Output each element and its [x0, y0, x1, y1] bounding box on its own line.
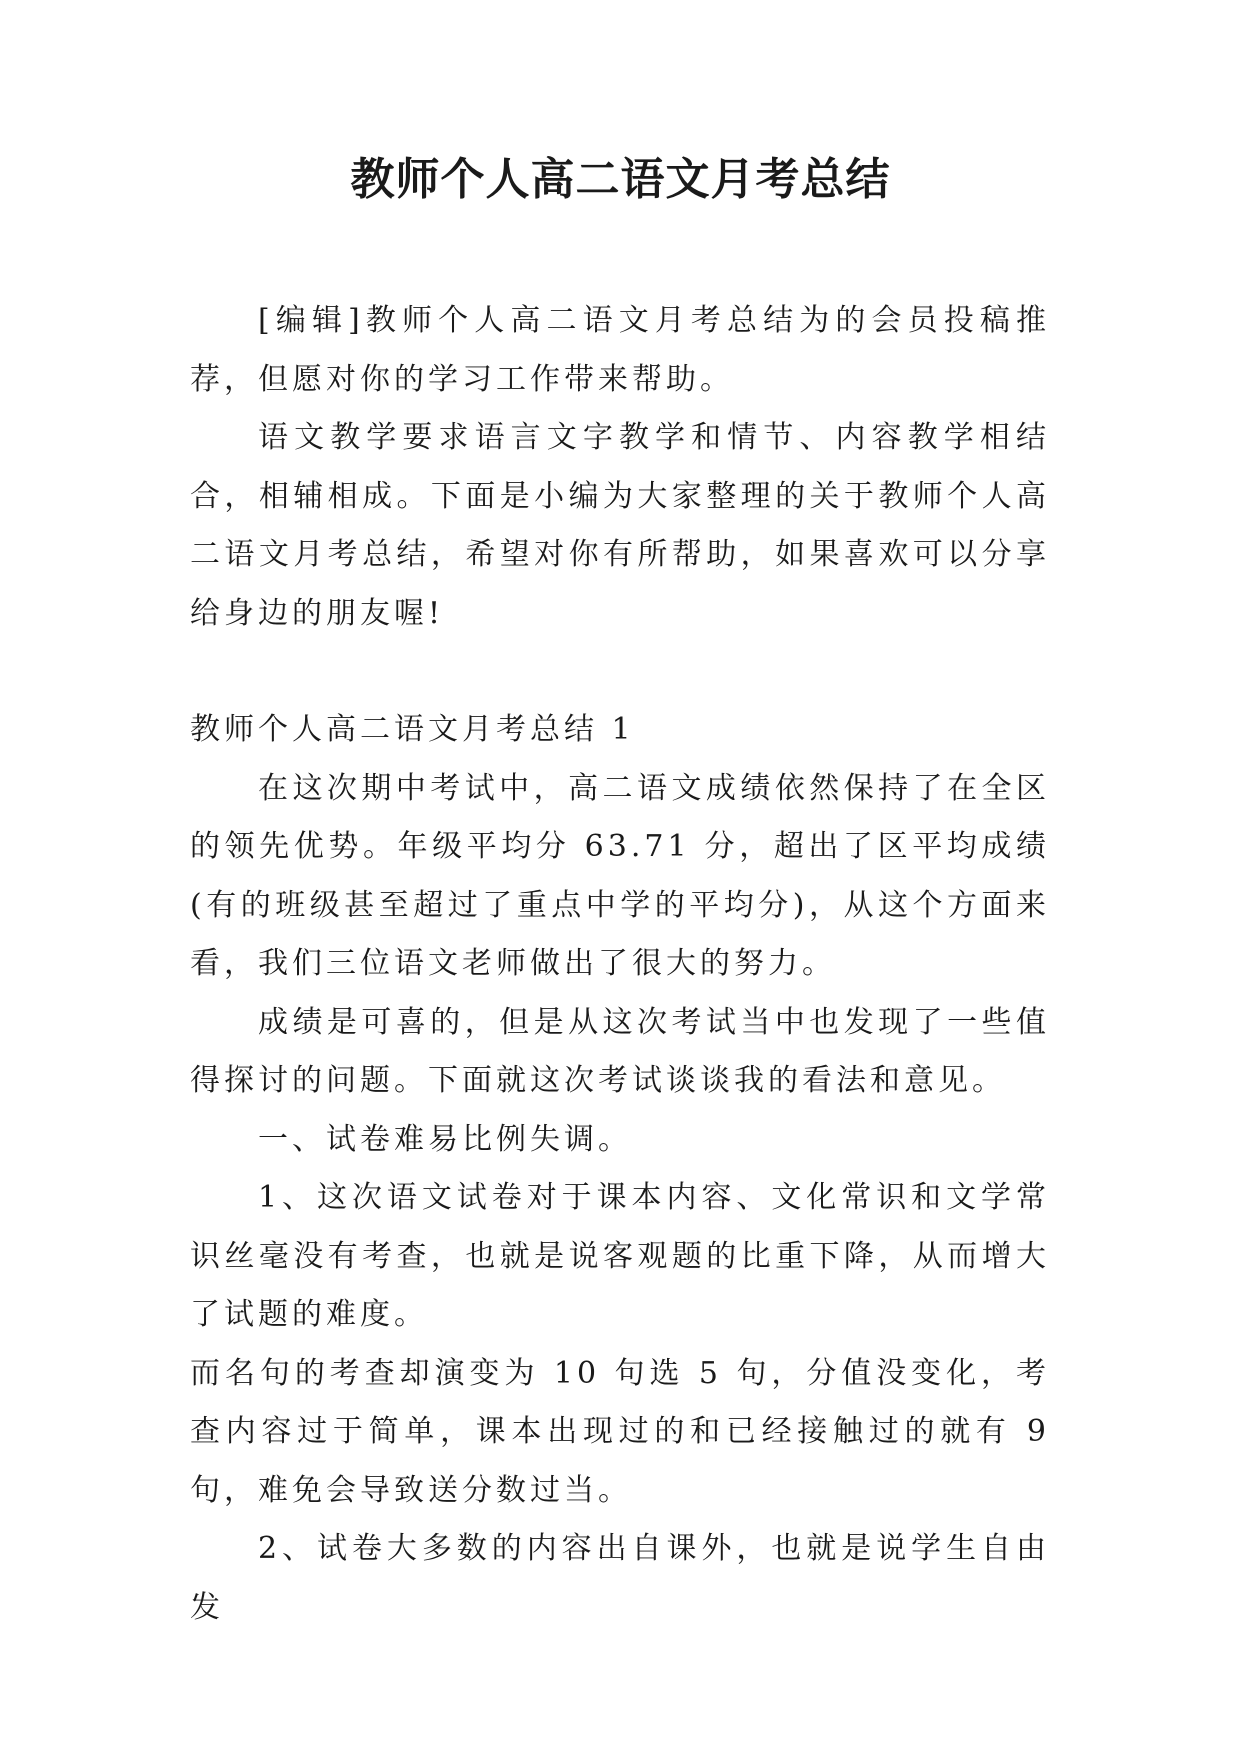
body-paragraph: 1、这次语文试卷对于课本内容、文化常识和文学常识丝毫没有考查，也就是说客观题的比重下降，从而增大了试题的难度。: [190, 1180, 1050, 1332]
body-paragraph: 而名句的考查却演变为 10 句选 5 句，分值没变化，考查内容过于简单，课本出现过的和已经接触过的就有 9 句，难免会导致送分数过当。: [190, 1355, 1050, 1508]
body-paragraph: 2、试卷大多数的内容出自课外，也就是说学生自由发: [190, 1531, 1050, 1625]
document-title: 教师个人高二语文月考总结: [350, 154, 891, 205]
section-heading: 教师个人高二语文月考总结 1: [190, 712, 635, 747]
intro-paragraph: [编辑]教师个人高二语文月考总结为的会员投稿推荐，但愿对你的学习工作带来帮助。: [190, 303, 1050, 397]
summary-paragraph: 语文教学要求语言文字教学和情节、内容教学相结合，相辅相成。下面是小编为大家整理的关于教师个人高二语文月考总结，希望对你有所帮助，如果喜欢可以分享给身边的朋友喔!: [190, 420, 1050, 631]
body-paragraph: 在这次期中考试中，高二语文成绩依然保持了在全区的领先优势。年级平均分 63.71 分，超出了区平均成绩(有的班级甚至超过了重点中学的平均分)，从这个方面来看，我们三位语文老师做出了很大的努力。: [190, 770, 1050, 981]
body-paragraph: 成绩是可喜的，但是从这次考试当中也发现了一些值得探讨的问题。下面就这次考试谈谈我的看法和意见。: [190, 1004, 1050, 1098]
subsection-heading: 一、试卷难易比例失调。: [258, 1121, 632, 1157]
document-body: [190, 292, 1050, 1637]
